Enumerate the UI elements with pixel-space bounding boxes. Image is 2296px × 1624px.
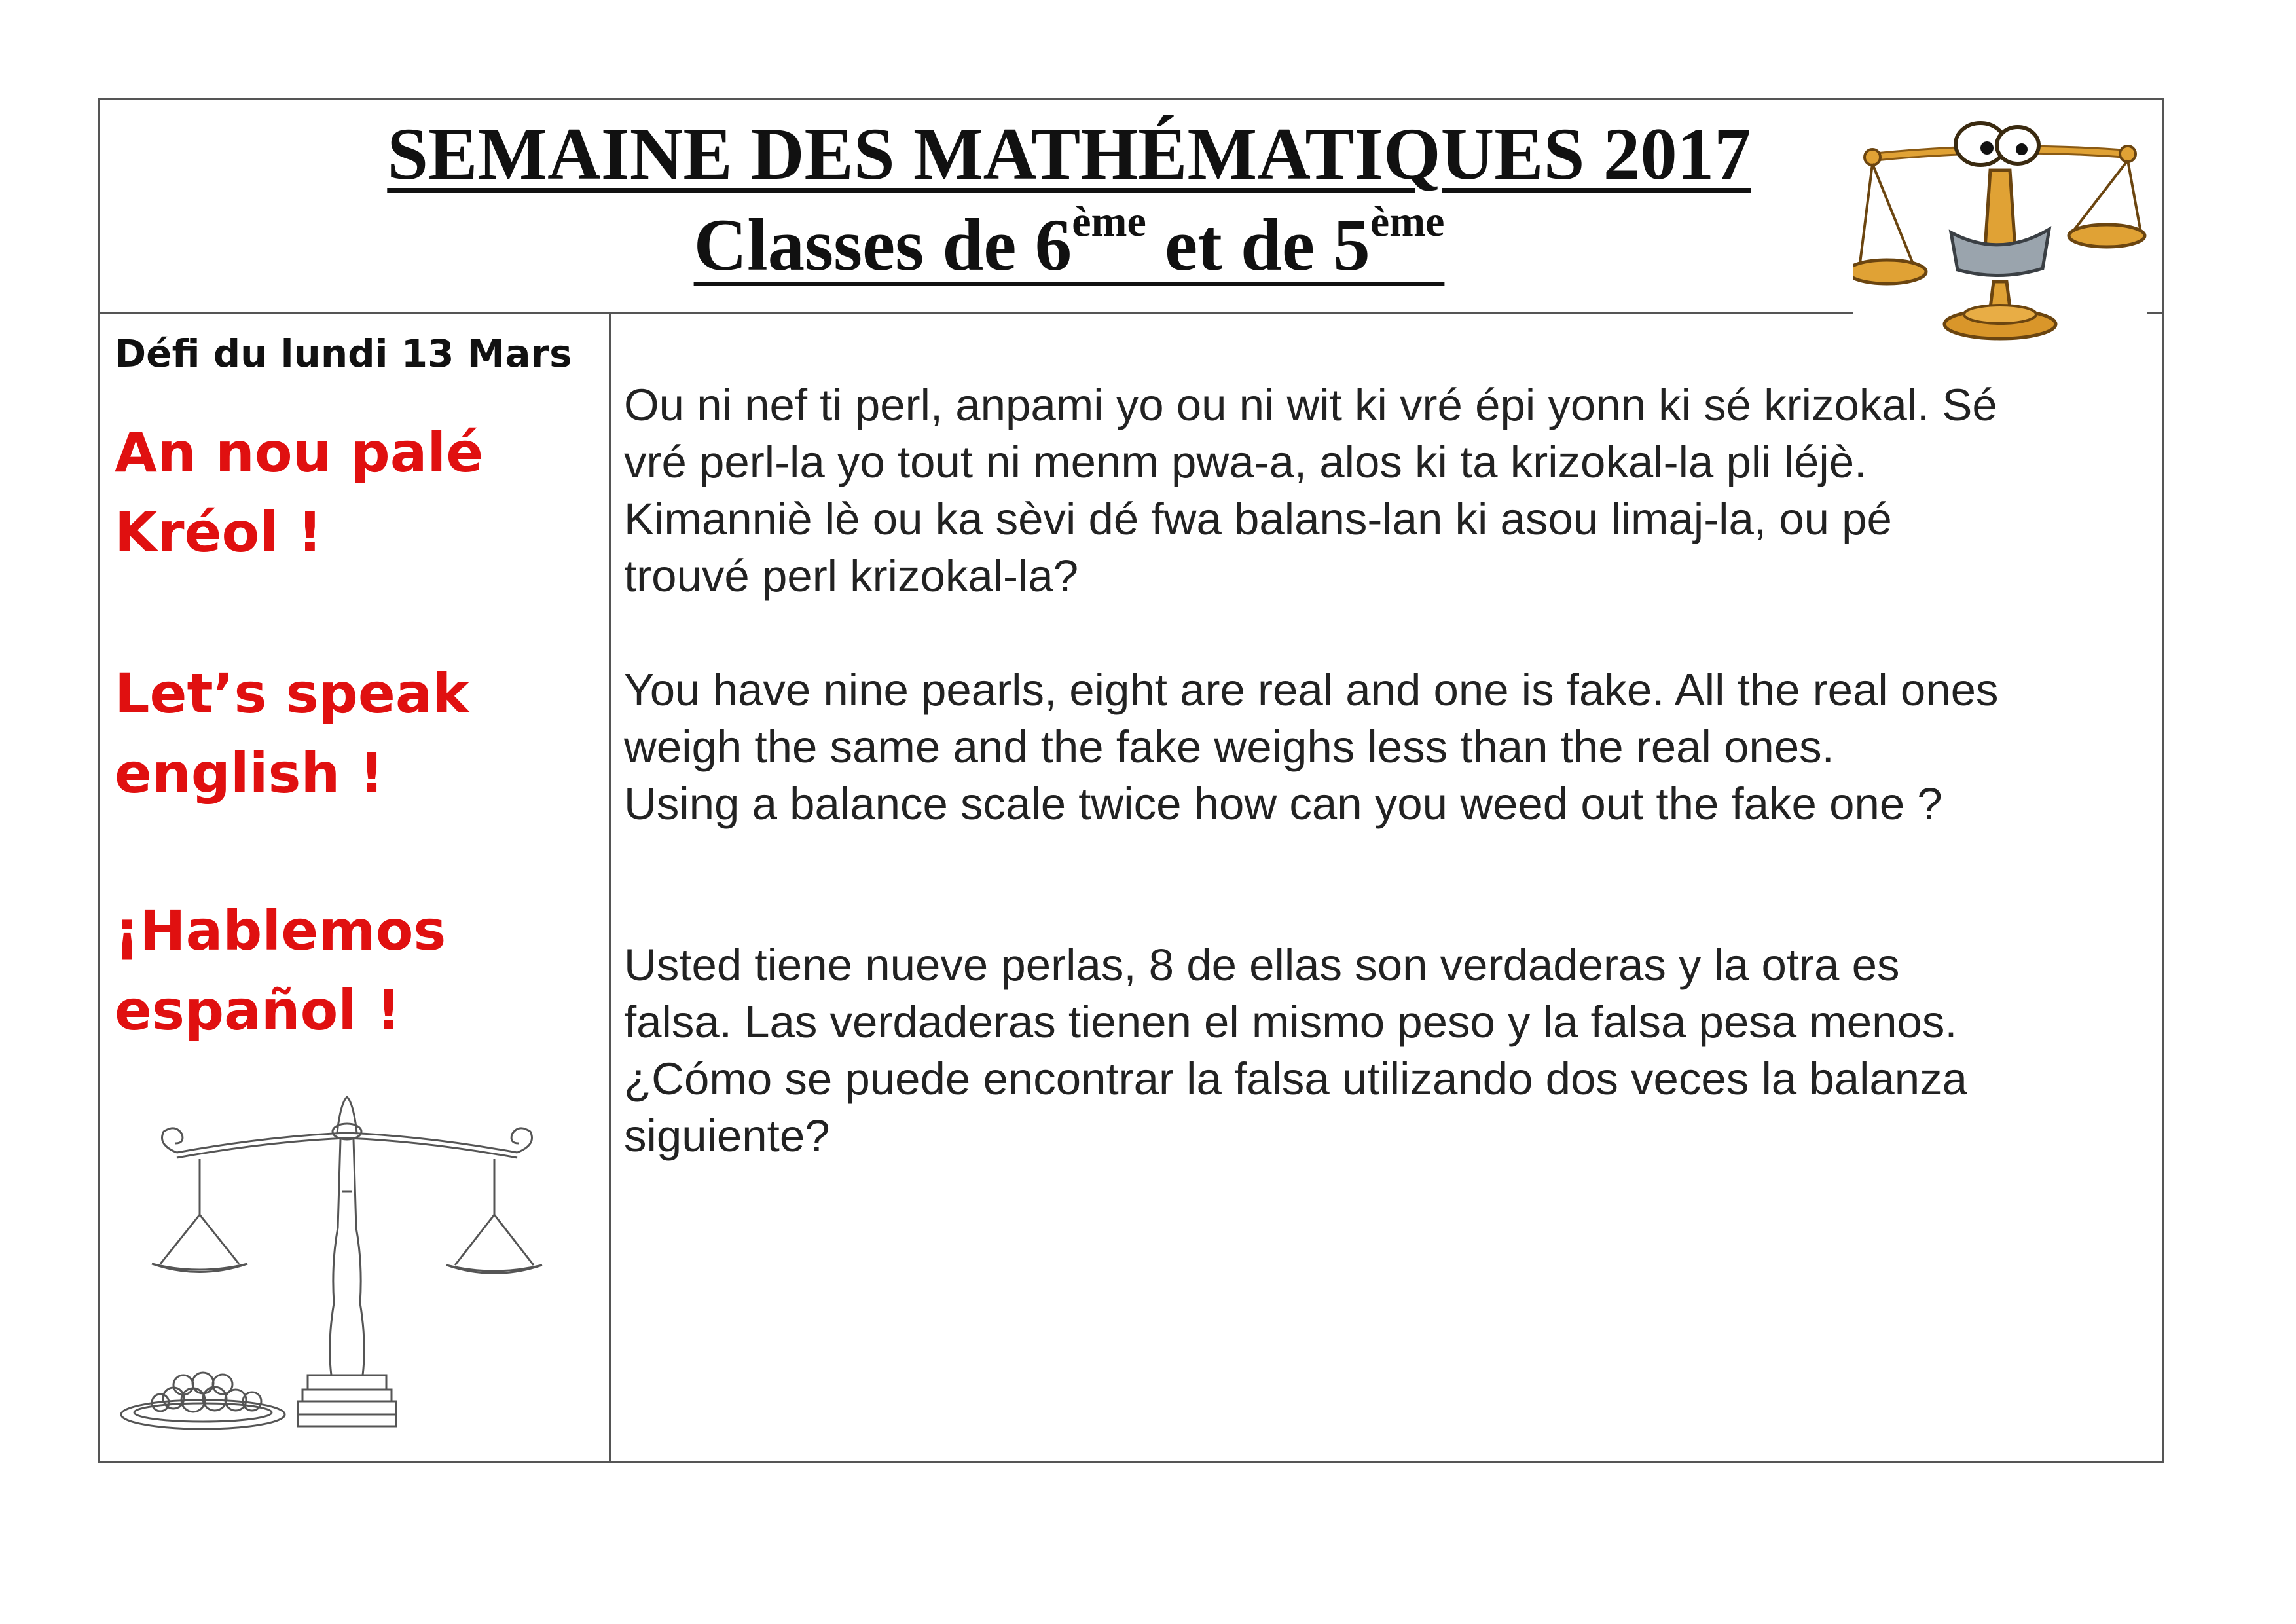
language-heading-spanish: ¡Hablemos español ! xyxy=(115,898,446,1043)
challenge-date: Défi du lundi 13 Mars xyxy=(115,331,572,376)
left-column xyxy=(98,314,611,1463)
language-heading-english: Let’s speak english ! xyxy=(115,661,469,805)
balance-scale-with-pearls-icon xyxy=(111,1067,596,1447)
page-title: SEMAINE DES MATHÉMATIQUES 2017 xyxy=(387,113,1751,195)
right-column xyxy=(611,314,2164,1463)
problem-text-english: You have nine pearls, eight are real and one is fake. All the real ones weigh the same and the fake weighs less than the real ones. Using a balance scale twice how can you weed out the fake one ? xyxy=(624,665,1999,829)
page-subtitle: Classes de 6ème et de 5ème xyxy=(693,198,1445,286)
problem-text-spanish: Usted tiene nueve perlas, 8 de ellas son verdaderas y la otra es falsa. Las verdaderas tienen el mismo peso y la falsa pesa menos. ¿Cómo se puede encontrar la falsa utilizando dos veces la balanza siguiente? xyxy=(624,940,1968,1161)
language-heading-kreol: An nou palé Kréol ! xyxy=(115,420,484,564)
problem-text-kreol: Ou ni nef ti perl, anpami yo ou ni wit ki vré épi yonn ki sé krizokal. Sé vré perl-la yo tout ni menm pwa-a, alos ki ta krizokal-la pli léjè. Kimanniè lè ou ka sèvi dé fwa balans-lan ki asou limaj-la, ou pé trouvé perl krizokal-la? xyxy=(624,380,1997,601)
